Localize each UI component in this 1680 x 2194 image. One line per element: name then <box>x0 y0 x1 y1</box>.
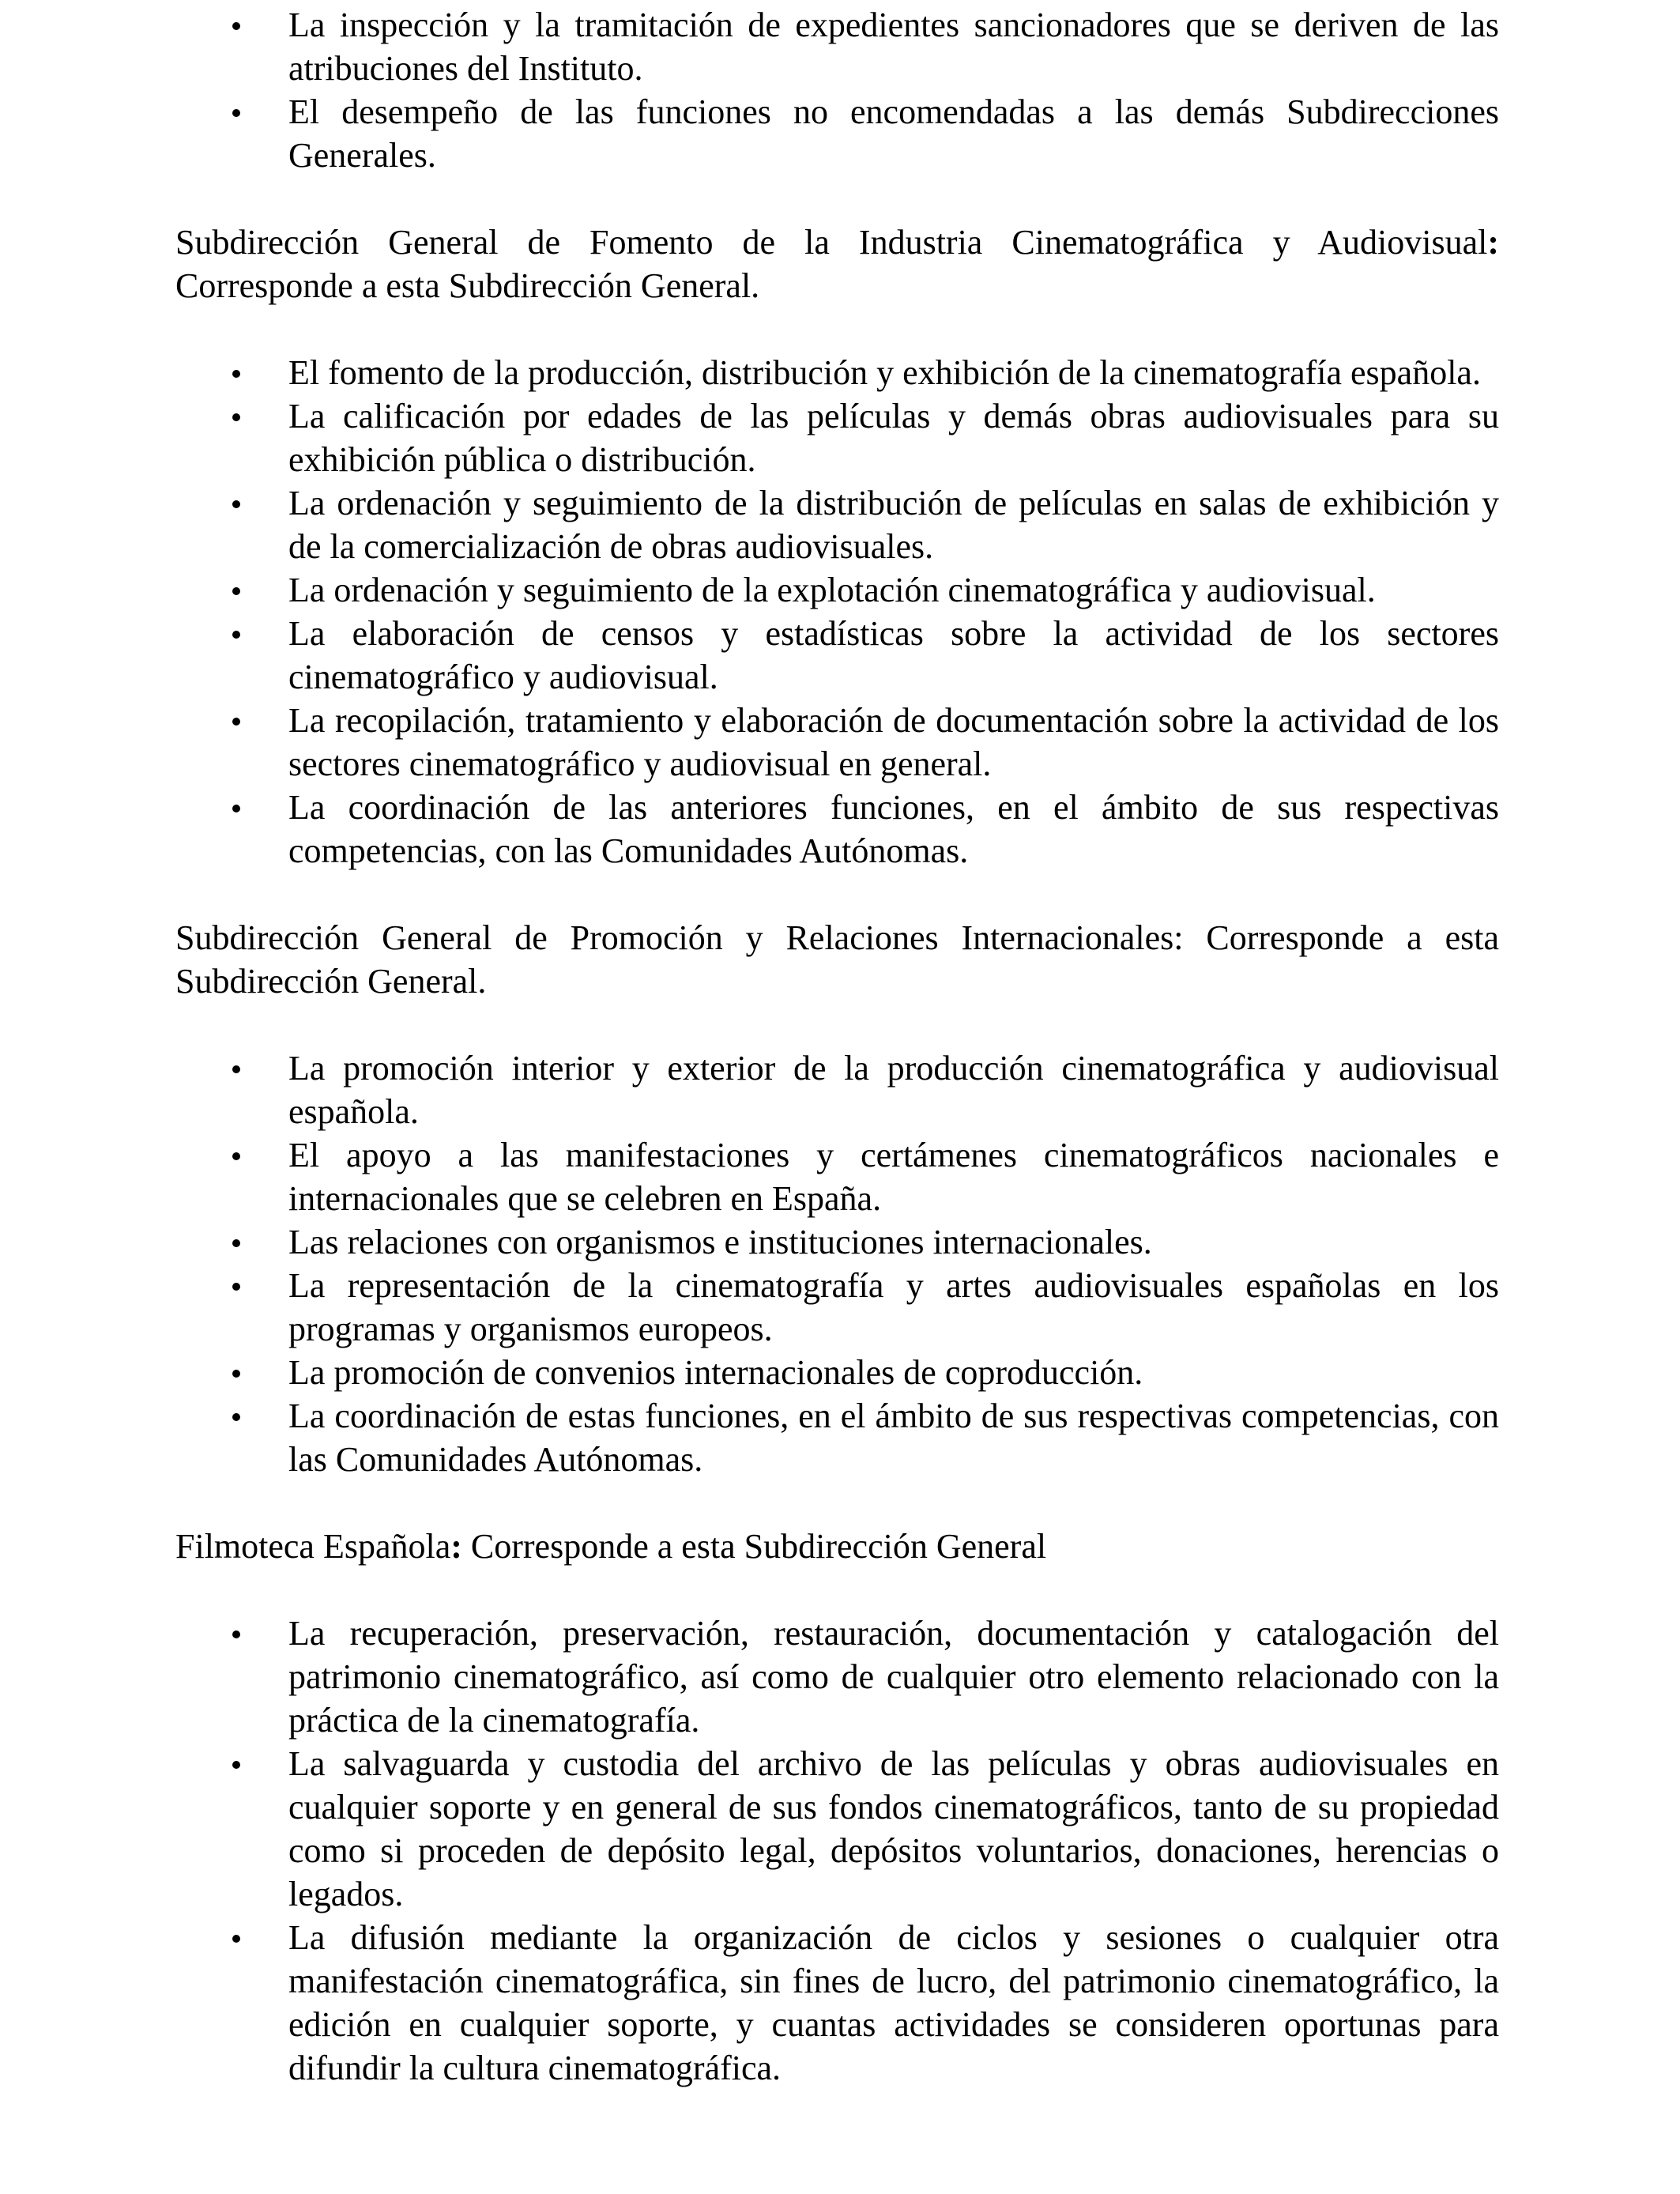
list-item-text: La calificación por edades de las películas y demás obras audiovisuales para su exhibición pública o distribución. <box>288 397 1499 479</box>
list-item-text: La coordinación de las anteriores funciones, en el ámbito de sus respectivas competencias, con las Comunidades Autónomas. <box>288 788 1499 870</box>
list-item <box>175 1742 1499 1916</box>
list-item-text: La recuperación, preservación, restauración, documentación y catalogación del patrimonio cinematográfico, así como de cualquier otro elemento relacionado con la práctica de la cinematografía. <box>288 1614 1499 1740</box>
list-item-text: La recopilación, tratamiento y elaboración de documentación sobre la actividad de los sectores cinematográfico y audiovisual en general. <box>288 701 1499 783</box>
section-separator: : <box>1173 918 1184 957</box>
list-item <box>175 351 1499 394</box>
filmoteca-function-list <box>175 1612 1499 2090</box>
section-heading-filmoteca <box>175 1525 1499 1568</box>
list-item <box>175 786 1499 873</box>
list-item-text: El fomento de la producción, distribución y exhibición de la cinematografía española. <box>288 353 1481 392</box>
bullet-icon <box>232 718 240 726</box>
section-separator: : <box>450 1527 462 1566</box>
section-title: Filmoteca Española <box>175 1527 451 1566</box>
list-item-text: Las relaciones con organismos e instituciones internacionales. <box>288 1223 1152 1261</box>
list-item <box>175 1351 1499 1394</box>
bullet-icon <box>232 805 240 812</box>
promocion-function-list <box>175 1046 1499 1481</box>
bullet-icon <box>232 587 240 595</box>
list-item-text: La promoción interior y exterior de la producción cinematográfica y audiovisual española. <box>288 1049 1499 1131</box>
section-intro: Corresponde a esta Subdirección General <box>461 1527 1047 1566</box>
document-body <box>175 3 1499 2090</box>
list-item <box>175 1916 1499 2090</box>
bullet-icon <box>232 109 240 117</box>
list-item-text: La salvaguarda y custodia del archivo de las películas y obras audiovisuales en cualquier soporte y en general de sus fondos cinematográficos, tanto de su propiedad como si proceden de depósito legal, depósitos voluntarios, donaciones, herencias o legados. <box>288 1744 1499 1913</box>
list-item <box>175 1612 1499 1742</box>
bullet-icon <box>232 500 240 508</box>
list-item-text: La difusión mediante la organización de ciclos y sesiones o cualquier otra manifestación cinematográfica, sin fines de lucro, del patrimonio cinematográfico, la edición en cualquier soporte, y cuantas actividades se consideren oportunas para difundir la cultura cinematográfica. <box>288 1918 1499 2087</box>
list-item <box>175 90 1499 177</box>
list-item <box>175 1046 1499 1133</box>
list-item-text: La ordenación y seguimiento de la distribución de películas en salas de exhibición y de la comercialización de obras audiovisuales. <box>288 484 1499 566</box>
bullet-icon <box>232 1152 240 1160</box>
bullet-icon <box>232 1065 240 1073</box>
bullet-icon <box>232 370 240 378</box>
list-item <box>175 3 1499 90</box>
bullet-icon <box>232 413 240 421</box>
section-heading-promocion <box>175 916 1499 1003</box>
list-item-text: La promoción de convenios internacionales de coproducción. <box>288 1353 1143 1392</box>
section-intro: Corresponde a esta Subdirección General. <box>175 918 1499 1001</box>
list-item-text: El apoyo a las manifestaciones y certámenes cinematográficos nacionales e internacionales que se celebren en España. <box>288 1136 1499 1218</box>
section-separator: : <box>1487 223 1499 262</box>
list-item-text: La ordenación y seguimiento de la explotación cinematográfica y audiovisual. <box>288 571 1376 609</box>
bullet-icon <box>232 631 240 639</box>
list-item <box>175 612 1499 699</box>
list-item <box>175 699 1499 786</box>
bullet-icon <box>232 22 240 30</box>
list-item-text: La coordinación de estas funciones, en el ámbito de sus respectivas competencias, con las Comunidades Autónomas. <box>288 1397 1499 1479</box>
bullet-icon <box>232 1630 240 1638</box>
list-item <box>175 1220 1499 1264</box>
section-title: Subdirección General de Fomento de la Industria Cinematográfica y Audiovisual <box>175 223 1488 262</box>
list-item <box>175 568 1499 612</box>
list-item-text: La representación de la cinematografía y artes audiovisuales españolas en los programas y organismos europeos. <box>288 1266 1499 1348</box>
list-item <box>175 1264 1499 1351</box>
section-intro: Corresponde a esta Subdirección General. <box>175 266 760 305</box>
section-heading-fomento <box>175 221 1499 307</box>
bullet-icon <box>232 1239 240 1247</box>
list-item-text: La elaboración de censos y estadísticas sobre la actividad de los sectores cinematográfico y audiovisual. <box>288 614 1499 696</box>
section-title: Subdirección General de Promoción y Relaciones Internacionales <box>175 918 1174 957</box>
list-item-text: El desempeño de las funciones no encomendadas a las demás Subdirecciones Generales. <box>288 92 1499 175</box>
bullet-icon <box>232 1413 240 1421</box>
list-item <box>175 481 1499 568</box>
fomento-function-list <box>175 351 1499 873</box>
bullet-icon <box>232 1370 240 1378</box>
list-item <box>175 1133 1499 1220</box>
bullet-icon <box>232 1761 240 1769</box>
bullet-icon <box>232 1935 240 1943</box>
list-item-text: La inspección y la tramitación de expedientes sancionadores que se deriven de las atribuciones del Instituto. <box>288 6 1499 88</box>
top-function-list <box>175 3 1499 177</box>
list-item <box>175 394 1499 481</box>
bullet-icon <box>232 1283 240 1291</box>
list-item <box>175 1394 1499 1481</box>
